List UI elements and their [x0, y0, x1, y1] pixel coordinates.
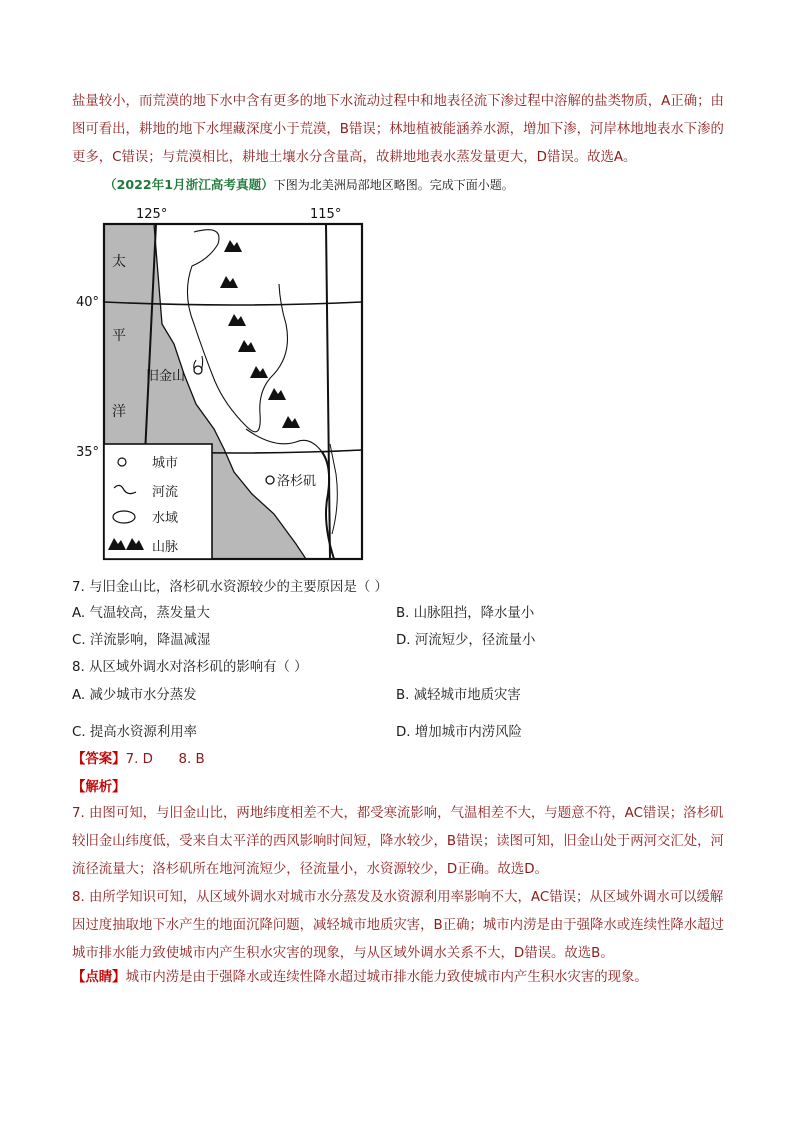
lat-label-35: 35°	[76, 445, 100, 460]
lon-label-125: 125°	[136, 207, 168, 222]
city-label-los-angeles: 洛杉矶	[277, 474, 317, 489]
analysis-label: 【解析】	[72, 780, 126, 795]
q7-option-b[interactable]: B. 山脉阻挡，降水量小	[396, 606, 535, 621]
answer-label: 【答案】	[72, 752, 126, 767]
question-intro	[104, 174, 514, 196]
legend-city: 城市	[152, 456, 179, 471]
comment-line	[72, 968, 648, 988]
ocean-label: 洋	[112, 404, 126, 420]
answer-line	[72, 750, 205, 770]
question-8-stem: 8. 从区域外调水对洛杉矶的影响有（ ）	[72, 660, 308, 675]
q7-option-a[interactable]: A. 气温较高，蒸发量大	[72, 606, 210, 621]
question-7-stem: 7. 与旧金山比，洛杉矶水资源较少的主要原因是（ ）	[72, 580, 388, 595]
q8-option-b[interactable]: B. 减轻城市地质灾害	[396, 688, 521, 703]
water-area-outline	[187, 230, 287, 432]
river	[322, 452, 334, 559]
exam-source: （2022年1月浙江高考真题）	[104, 177, 274, 192]
analysis-q8: 8. 由所学知识可知，从区域外调水对城市水分蒸发及水资源利用率影响不大，AC错误；从区域外调水可以缓解因过度抽取地下水产生的地面沉降问题，减轻城市地质灾害，B正确；城市内涝是由于强降水或连续性降水超过城市排水能力致使城市内产生积水灾害的现象，与从区域外调水关系不大，D错误。故选B。	[72, 890, 724, 961]
river	[330, 444, 337, 534]
lat-label-40: 40°	[76, 295, 100, 310]
lon-label-115: 115°	[310, 207, 342, 222]
city-label-san-francisco: 旧金山	[146, 369, 186, 384]
comment-label: 【点睛】	[72, 970, 126, 985]
legend-mountain: 山脉	[152, 540, 179, 555]
q8-option-d[interactable]: D. 增加城市内涝风险	[396, 725, 522, 740]
q8-option-a[interactable]: A. 减少城市水分蒸发	[72, 688, 197, 703]
city-los-angeles-marker	[266, 476, 274, 484]
intro-text: 下图为北美洲局部地区略图。完成下面小题。	[273, 178, 514, 192]
city-san-francisco-marker	[194, 366, 202, 374]
river	[246, 429, 362, 452]
q7-option-c[interactable]: C. 洋流影响，降温减湿	[72, 633, 211, 648]
ocean-label: 太	[112, 254, 126, 270]
q7-option-d[interactable]: D. 河流短少，径流量小	[396, 633, 536, 648]
ocean-label: 平	[112, 328, 126, 344]
continued-explanation: 盐量较小，而荒漠的地下水中含有更多的地下水流动过程中和地表径流下渗过程中溶解的盐类物质，A正确；由图可看出，耕地的地下水埋藏深度小于荒漠，B错误；林地植被能涵养水源，增加下渗，河岸林地地表水下渗的更多，C错误；与荒漠相比，耕地土壤水分含量高，故耕地地表水蒸发量更大，D错误。故选A。	[72, 94, 724, 165]
q8-option-c[interactable]: C. 提高水资源利用率	[72, 725, 197, 740]
north-america-map	[74, 204, 394, 574]
answer-value: 7. D 8. B	[125, 752, 205, 767]
analysis-q7: 7. 由图可知，与旧金山比，两地纬度相差不大，都受寒流影响，气温相差不大，与题意不符，AC错误；洛杉矶较旧金山纬度低，受来自太平洋的西风影响时间短，降水较少，B错误；读图可知，旧金山处于两河交汇处，河流径流量大；洛杉矶所在地河流短少，径流量小，水资源较少，D正确。故选D。	[72, 806, 724, 877]
comment-text: 城市内涝是由于强降水或连续性降水超过城市排水能力致使城市内产生积水灾害的现象。	[125, 970, 648, 985]
legend-river: 河流	[152, 485, 179, 500]
legend-water: 水域	[152, 511, 179, 526]
